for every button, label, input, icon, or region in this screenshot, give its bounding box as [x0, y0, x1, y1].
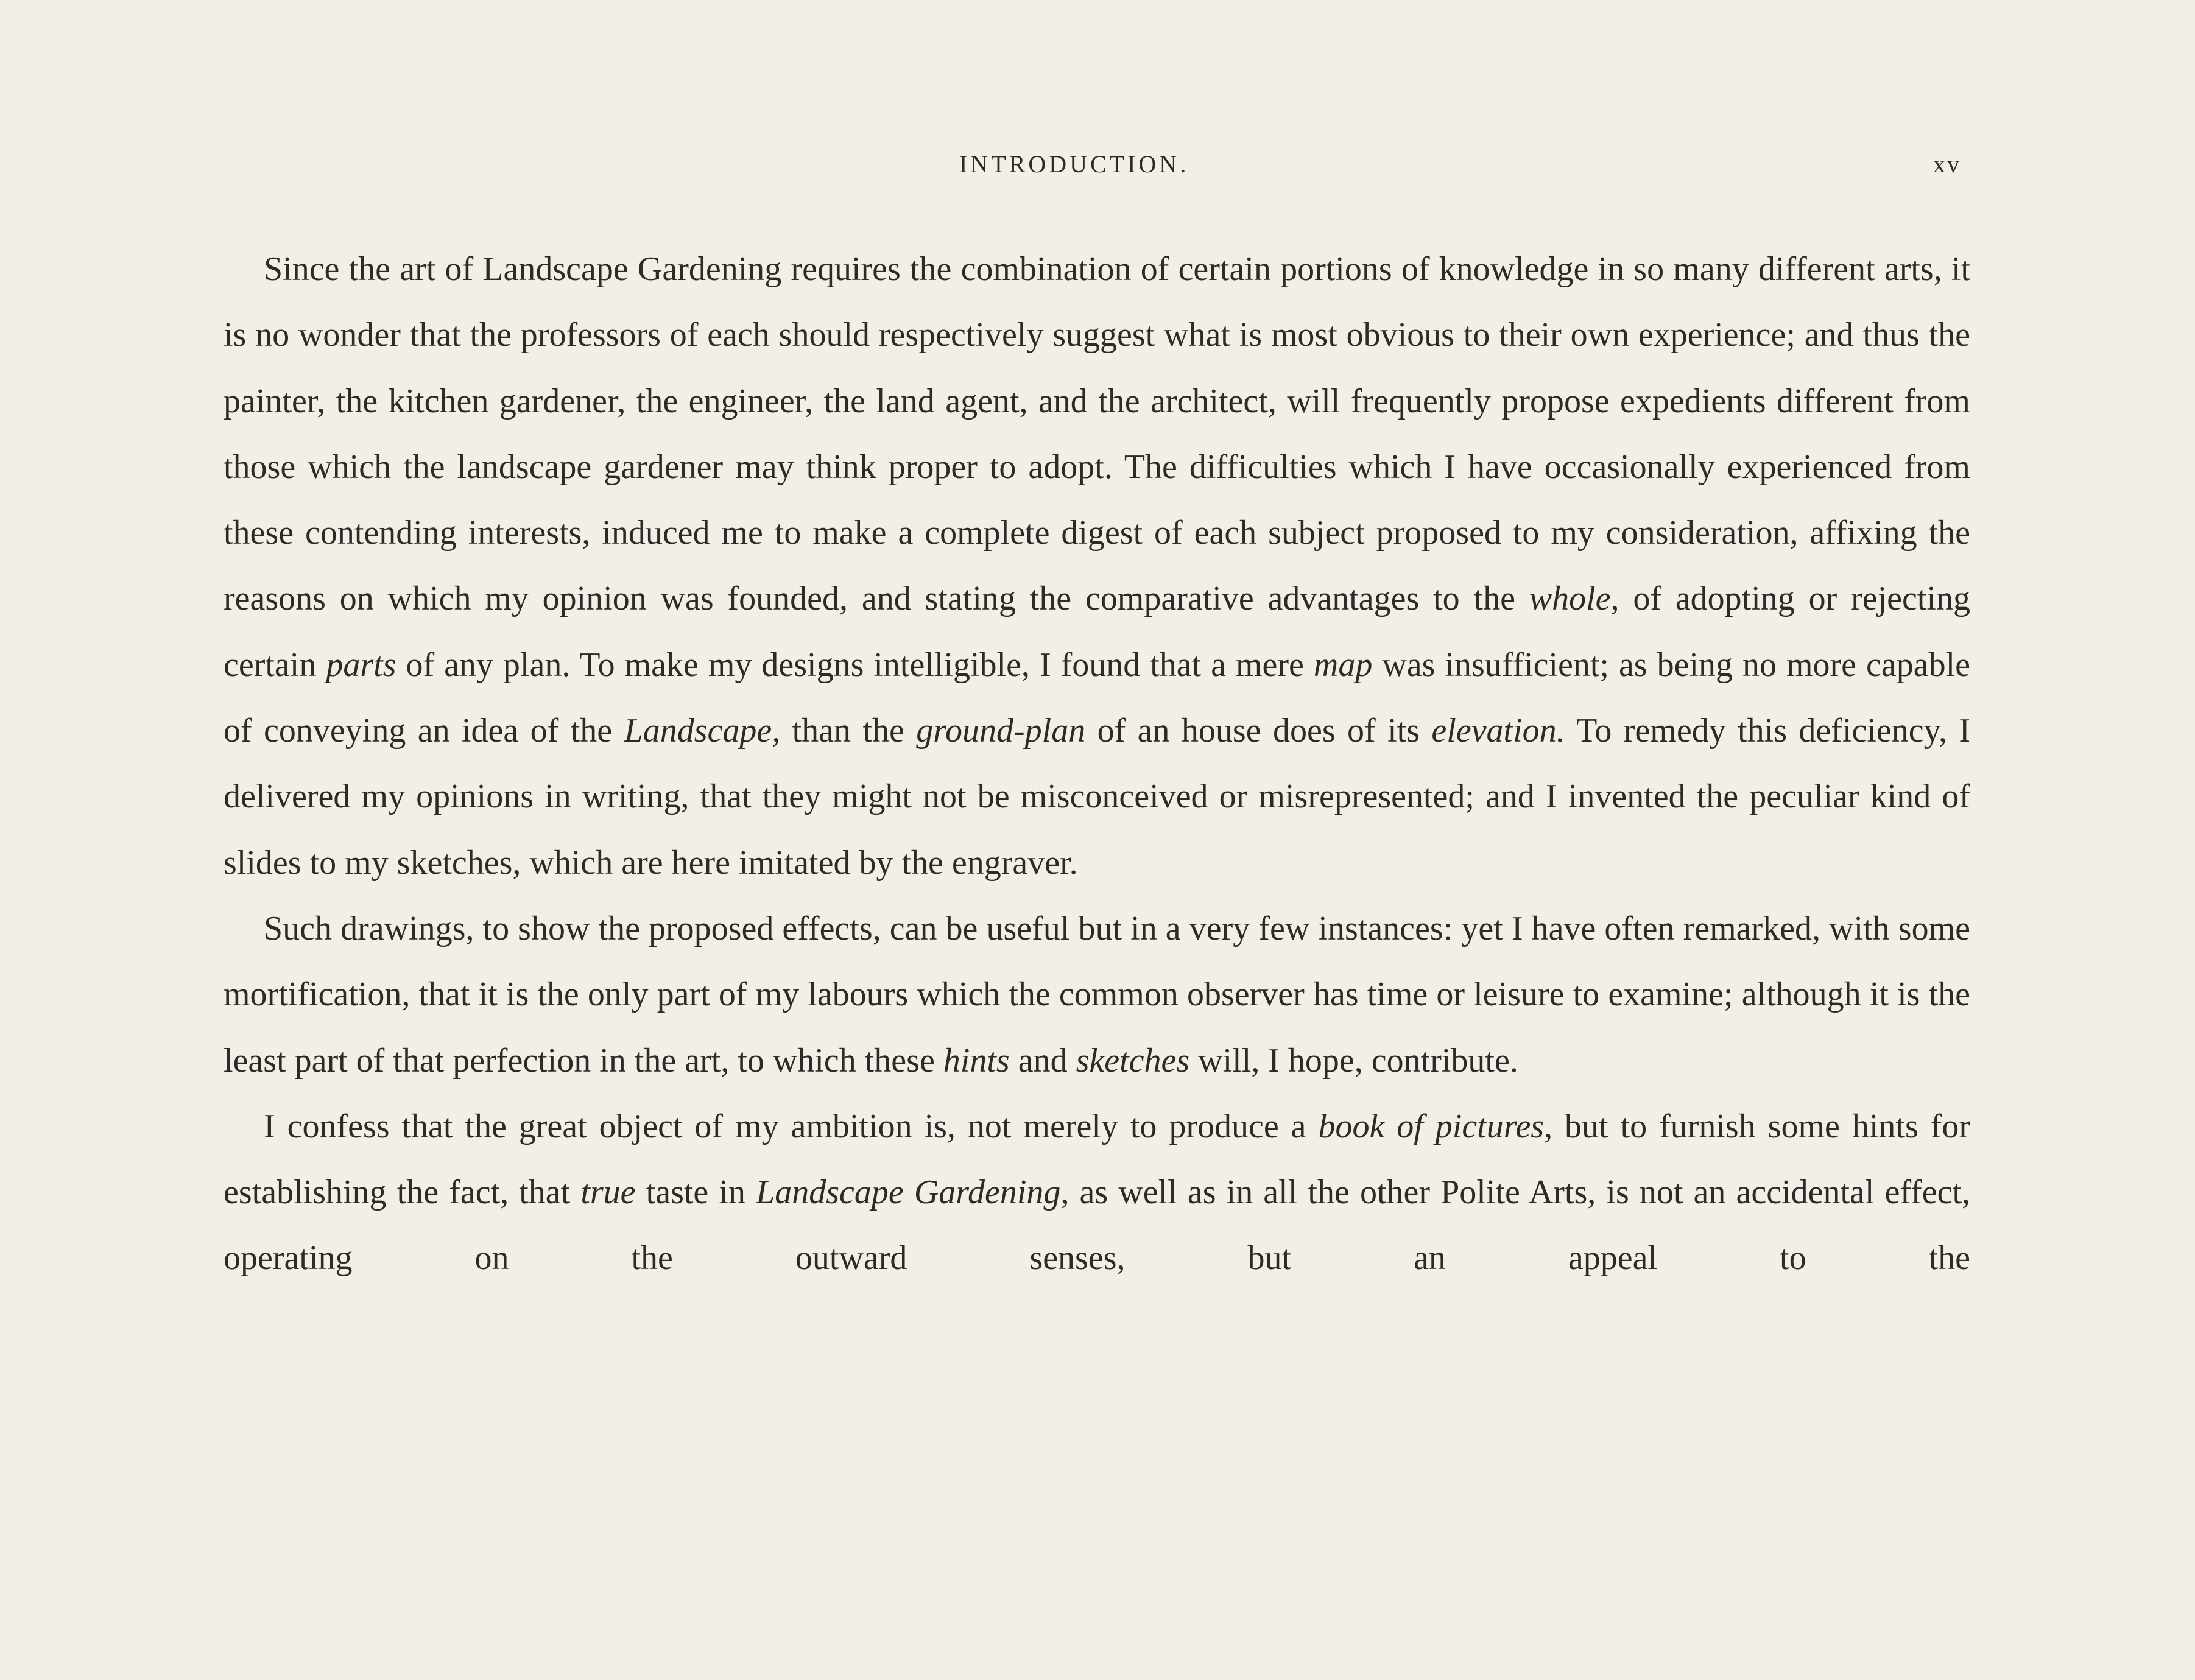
- italic-phrase: true: [580, 1173, 636, 1212]
- page-header: [0, 150, 2195, 186]
- text-run: was insufficient; as being no more capable of conveying an idea of the: [224, 645, 1970, 750]
- text-run: , as well as in all the other Polite Arts, is not an accidental effect, operating on the outward senses, but an appeal to the: [224, 1173, 1971, 1278]
- paragraph-2: [224, 896, 1970, 1094]
- text-run: taste in: [635, 1173, 756, 1212]
- italic-phrase: parts: [326, 645, 396, 684]
- italic-phrase: Landscape Gardening: [756, 1173, 1061, 1212]
- italic-phrase: ground-plan: [916, 712, 1086, 750]
- italic-phrase: sketches: [1076, 1041, 1190, 1080]
- running-title: INTRODUCTION.: [959, 150, 1189, 178]
- page-number: xv: [1933, 150, 1961, 178]
- italic-phrase: elevation.: [1431, 712, 1565, 750]
- text-run: I confess that the great object of my ambition is, not merely to produce a: [264, 1107, 1319, 1145]
- italic-phrase: map: [1313, 645, 1373, 684]
- text-run: Since the art of Landscape Gardening requires the combination of certain portions of knowledge in so many different arts, it is no wonder that the professors of each should respectively suggest what is most obvious to their own experience; and thus the painter, the kitchen gardener, the engineer, the land agent, and the architect, will frequently propose expedients different from those which the landscape gardener may think proper to adopt. The difficulties which I have occasionally experienced from these contending interests, induced me to make a complete digest of each subject proposed to my consideration, affixing the reasons on which my opinion was founded, and stating the comparative advantages to the: [224, 250, 1970, 618]
- italic-phrase: whole,: [1529, 580, 1619, 618]
- text-run: , but to furnish some hints for establishing the fact, that: [224, 1107, 1970, 1212]
- paragraph-1: [224, 236, 1970, 896]
- text-run: and: [1009, 1041, 1076, 1080]
- text-run: Such drawings, to show the proposed effects, can be useful but in a very few instances: yet I have often remarked, with some mortification, that it is the only part of my labours which the common observer has time or leisure to examine; although it is the least part of that perfection in the art, to which these: [224, 909, 1970, 1080]
- italic-phrase: hints: [943, 1041, 1010, 1080]
- italic-phrase: Landscape,: [624, 712, 781, 750]
- body-text: [224, 236, 1970, 1292]
- text-run: of an house does of its: [1085, 712, 1432, 750]
- text-run: than the: [780, 712, 917, 750]
- text-run: of adopting or rejecting certain: [224, 580, 1970, 684]
- text-run: To remedy this deficiency, I delivered my opinions in writing, that they might not be misconceived or misrepresented; and I invented the peculiar kind of slides to my sketches, which are here imitated by the engraver.: [224, 712, 1971, 882]
- text-run: will, I hope, contribute.: [1189, 1041, 1518, 1080]
- paragraph-3: [224, 1094, 1970, 1292]
- italic-phrase: book of pictures: [1318, 1107, 1545, 1145]
- text-run: of any plan. To make my designs intelligible, I found that a mere: [396, 645, 1314, 684]
